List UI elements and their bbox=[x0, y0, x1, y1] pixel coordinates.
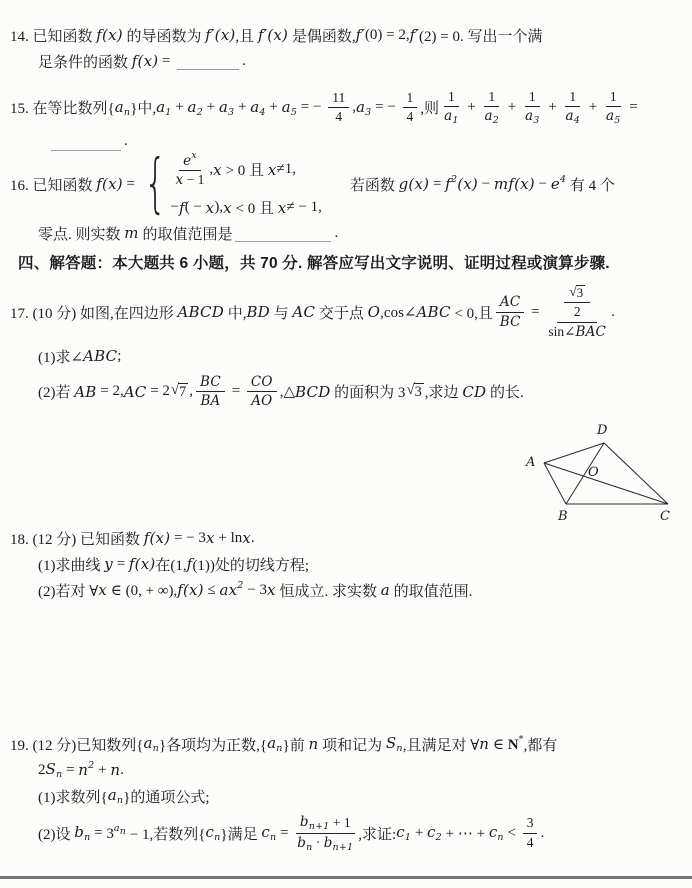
section-header: 四、解答题：本大题共 6 小题，共 70 分. 解答应写出文字说明、证明过程或演算步骤. bbox=[18, 255, 610, 272]
problem-19-part-1: (1)求数列{ an }的通项公式; bbox=[38, 786, 210, 807]
problem-19-line-1: 19. (12 分)已知数列{ an }各项均为正数,{ an }前 n 项和记为 Sn ,且满足对 ∀ n ∈ N* ,都有 bbox=[10, 733, 558, 755]
vertex-label-c: C bbox=[660, 509, 670, 524]
problem-17-line-1: 17. (10 分) 如图,在四边形 ABCD 中, BD 与 AC 交于点 O ,cos∠ ABC < 0,且 $\frac{AC}{BC}$ = √ 3 2 sin∠ BAC . bbox=[10, 284, 615, 340]
problem-17-part-2: (2)若 AB = 2, AC = 2 √ 7 , $\frac{BC}{BA}$ = $\frac{CO}{AO}$ ,△ BCD 的面积为 3 √ 3 ,求边 CD 的长. bbox=[38, 374, 524, 410]
problem-15-line-2: . bbox=[48, 131, 688, 153]
problem-17-part-1: (1)求∠ ABC ; bbox=[38, 347, 122, 366]
problem-18-line-1: 18. (12 分) 已知函数 f(x) = − 3 x + ln x . bbox=[10, 529, 255, 548]
vertex-label-a: A bbox=[526, 455, 536, 470]
problem-16 bbox=[10, 146, 688, 244]
problem-16-line-2: 零点. 则实数 m 的取值范围是 . bbox=[38, 224, 339, 243]
vertex-label-d: D bbox=[597, 423, 608, 438]
problem-19-part-2: (2)设 bn = 3an − 1,若数列{ cn }满足 cn = bn+1 + 1 bn · bn+1 ,求证: c1 + c2 + ⋯ + cn < $\frac{3}{4}$ . bbox=[38, 814, 545, 853]
problem-14-line-1: 14. 已知函数 f(x) 的导函数为 f′(x) ,且 f′(x) 是偶函数, f′ (0) = 2, f′ (2) = 0. 写出一个满 bbox=[10, 26, 543, 45]
geometry-figure bbox=[498, 414, 692, 526]
problem-14-line-2: 足条件的函数 f(x) = . bbox=[38, 52, 246, 71]
quadrilateral-diagram bbox=[498, 414, 692, 526]
intersection-label-o: O bbox=[588, 465, 599, 480]
problem-18-part-2: (2)若对 ∀ x ∈ (0, + ∞), f(x) ≤ a x2 − 3 x 恒成立. 求实数 a 的取值范围. bbox=[38, 579, 473, 600]
problem-15 bbox=[10, 88, 688, 153]
problem-18-part-1: (1)求曲线 y = f(x) 在(1, f (1))处的切线方程; bbox=[38, 555, 310, 574]
problem-16-line-1: 16. 已知函数 f(x) = { ex x − 1 , x > 0 且 x ≠1, − f ( − x ), x < 0 且 x ≠ − 1, 若函数 g(x) = f2 (x) − mf(x) − e4 有 4 个 bbox=[10, 146, 615, 221]
problem-19 bbox=[10, 733, 688, 853]
problem-15-line-1: 15. 在等比数列{ an }中, a1 + a2 + a3 + a4 + a5 = − $\frac{11}{4}$ , a3 = − $\frac{1}{4}$ ,则 $\frac{1}{a1}$ + $\frac{1}{a2}$ + $\frac{1}{a3}$ + $\frac{1}{a4}$ + $\frac{1}{a5}$ = bbox=[10, 89, 638, 127]
problem-17 bbox=[10, 283, 688, 411]
vertex-label-b: B bbox=[558, 509, 568, 524]
page-bottom-rule bbox=[0, 876, 692, 879]
problem-14 bbox=[10, 24, 688, 72]
problem-19-line-2: 2 Sn = n2 + n . bbox=[38, 759, 124, 781]
problem-18 bbox=[10, 527, 688, 601]
